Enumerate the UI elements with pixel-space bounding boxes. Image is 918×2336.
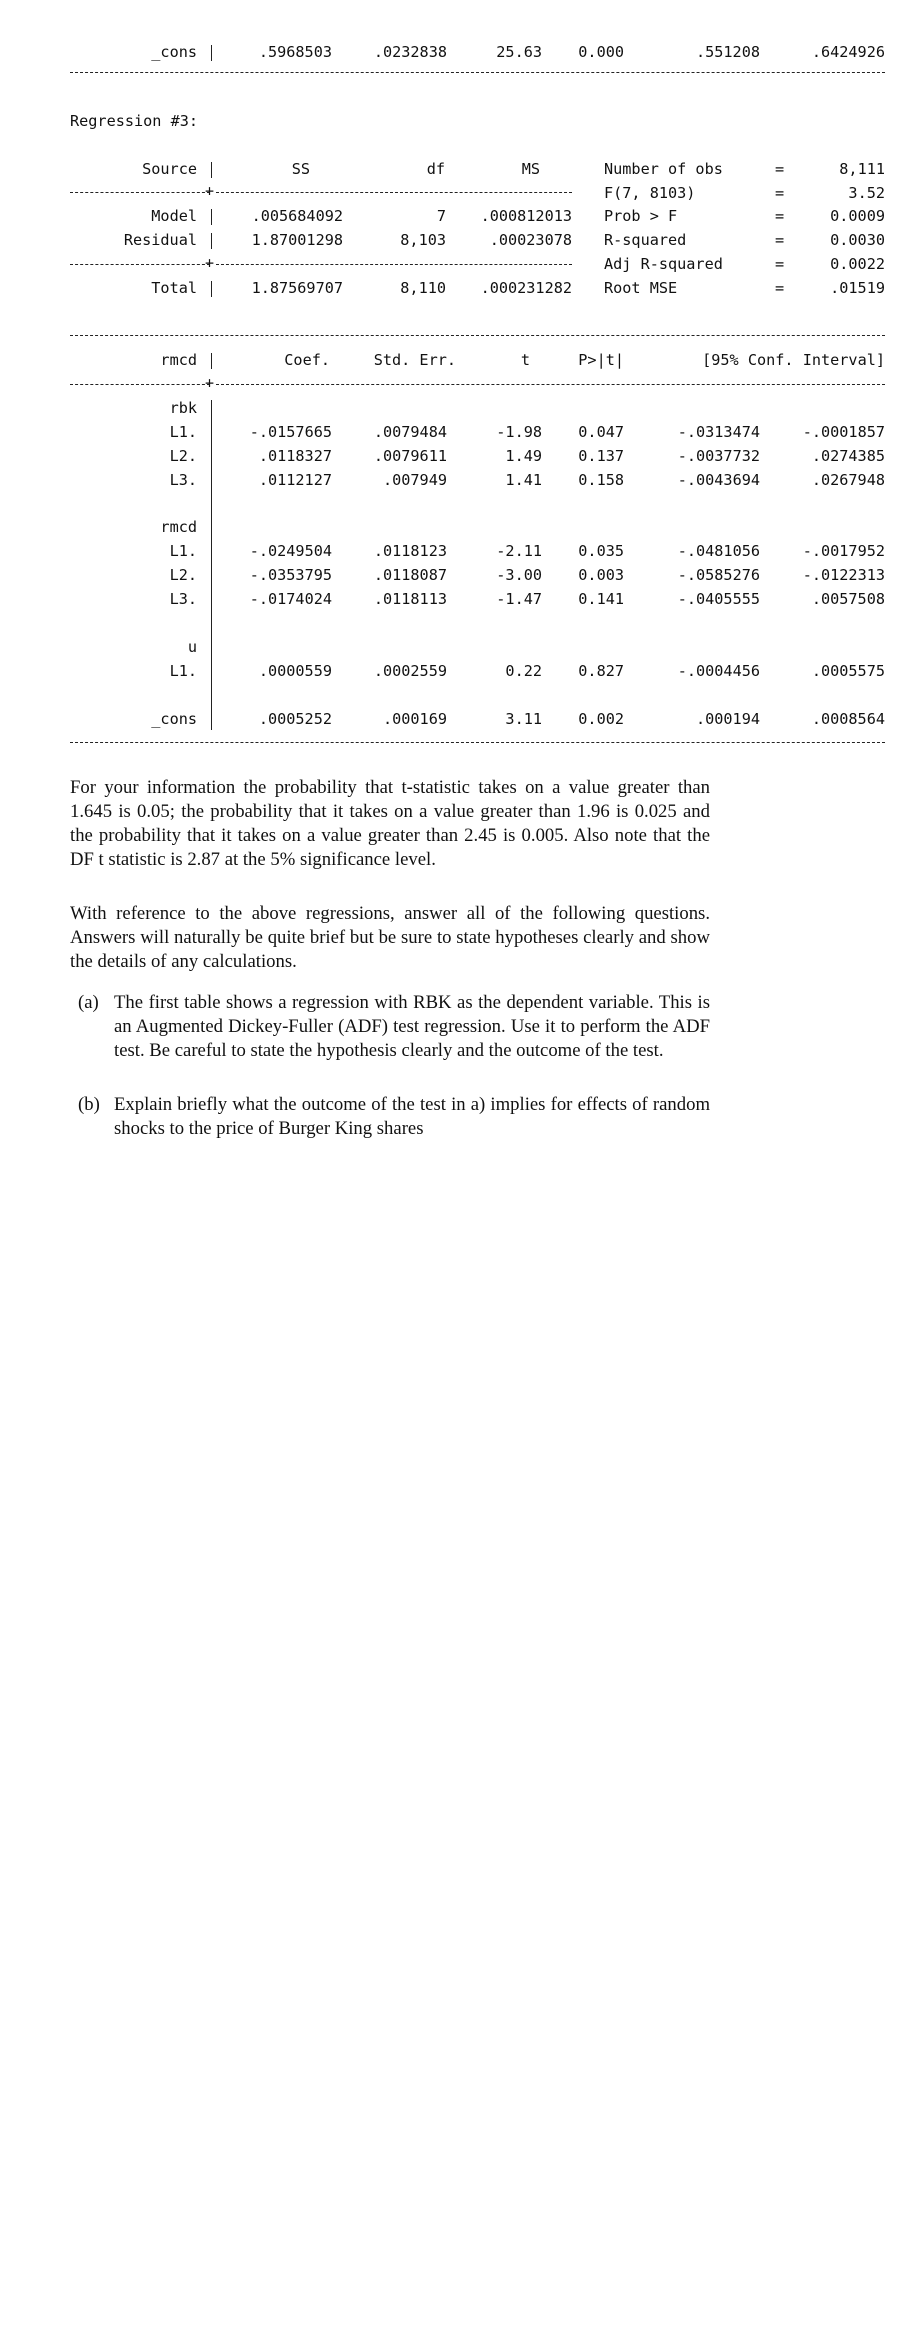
info-paragraph: For your information the probability that t-statistic takes on a value greater than 1.645 is 0.05; the probability that it takes on a value greater than 1.96 is 0.025 and the probability that it takes on a value greater than 2.45 is 0.005. Also note that the DF t statistic is 2.87 at the 5% significance level. [70, 777, 710, 870]
df-value: 8,103 [400, 231, 446, 249]
lag-label: L3. [169, 590, 197, 608]
group-label-u: u [187, 638, 197, 656]
source-label: Total [151, 279, 197, 297]
header-ci: [95% Conf. Interval] [702, 351, 885, 369]
se-value: .0118123 [373, 542, 447, 560]
dashed-rule [216, 384, 885, 385]
question-text: Explain briefly what the outcome of the test in a) implies for effects of random shocks to the price of Burger King shares [114, 1094, 710, 1139]
ci-low: .000194 [695, 710, 760, 728]
ci-high: .0008564 [811, 710, 885, 728]
coef-value: -.0157665 [249, 423, 332, 441]
lag-label: L3. [169, 471, 197, 489]
column-separator [211, 353, 212, 369]
p-value: 0.002 [578, 710, 624, 728]
p-value: 0.141 [578, 590, 624, 608]
rule-junction: + [205, 182, 215, 200]
p-value: 0.827 [578, 662, 624, 680]
lag-label: L1. [169, 662, 197, 680]
stat-eq: = [775, 184, 785, 202]
se-value: .007949 [382, 471, 447, 489]
lag-label: L2. [169, 447, 197, 465]
se-value: .0002559 [373, 662, 447, 680]
ci-high: .0267948 [811, 471, 885, 489]
dashed-rule [70, 335, 885, 336]
ci-low: -.0405555 [677, 590, 760, 608]
ci-low: .551208 [695, 43, 760, 61]
column-separator [211, 233, 212, 249]
stat-value: 0.0022 [830, 255, 885, 273]
coef-value: .0005252 [258, 710, 332, 728]
ci-high: .0057508 [811, 590, 885, 608]
se-value: .0118087 [373, 566, 447, 584]
header-source: Source [142, 160, 197, 178]
column-separator [211, 281, 212, 297]
stat-label: Adj R-squared [604, 255, 723, 273]
source-label: Model [151, 207, 197, 225]
ss-value: 1.87001298 [251, 231, 343, 249]
ms-value: .000231282 [480, 279, 572, 297]
t-value: 0.22 [505, 662, 542, 680]
coef-value: .0118327 [258, 447, 332, 465]
stat-label: Root MSE [604, 279, 678, 297]
p-value: 0.047 [578, 423, 624, 441]
p-value: 0.158 [578, 471, 624, 489]
column-separator [211, 209, 212, 225]
ms-value: .000812013 [480, 207, 572, 225]
dashed-rule [216, 192, 572, 193]
t-value: 25.63 [496, 43, 542, 61]
p-value: 0.035 [578, 542, 624, 560]
coef-value: -.0353795 [249, 566, 332, 584]
df-value: 7 [436, 207, 446, 225]
header-ms: MS [521, 160, 540, 178]
header-se: Std. Err. [373, 351, 456, 369]
stat-label: Number of obs [604, 160, 723, 178]
se-value: .0079611 [373, 447, 447, 465]
header-df: df [426, 160, 445, 178]
ci-high: .6424926 [811, 43, 885, 61]
ci-high: .0274385 [811, 447, 885, 465]
dashed-rule [70, 384, 210, 385]
ci-low: -.0481056 [677, 542, 760, 560]
question-label: (a) [78, 992, 99, 1013]
p-value: 0.000 [578, 43, 624, 61]
header-t: t [520, 351, 530, 369]
rule-junction: + [205, 374, 215, 392]
dashed-rule [70, 192, 210, 193]
instructions-paragraph: With reference to the above regressions, answer all of the following questions. Answers will naturally be quite brief but be sure to state hypotheses clearly and show the details of any calculations. [70, 903, 710, 972]
se-value: .0232838 [373, 43, 447, 61]
column-separator [211, 400, 212, 730]
stat-value: .01519 [830, 279, 885, 297]
ci-high: -.0122313 [802, 566, 885, 584]
stat-label: R-squared [604, 231, 687, 249]
coef-value: .5968503 [258, 43, 332, 61]
stat-eq: = [775, 279, 785, 297]
dashed-rule [216, 264, 572, 265]
regression-title: Regression #3: [70, 112, 199, 130]
ss-value: .005684092 [251, 207, 343, 225]
row-label: _cons [151, 43, 197, 61]
ci-high: -.0017952 [802, 542, 885, 560]
stat-value: 3.52 [848, 184, 885, 202]
stat-value: 0.0009 [830, 207, 885, 225]
df-value: 8,110 [400, 279, 446, 297]
t-value: -3.00 [496, 566, 542, 584]
source-label: Residual [123, 231, 197, 249]
stat-eq: = [775, 160, 785, 178]
question-text: The first table shows a regression with RBK as the dependent variable. This is an Augmented Dickey-Fuller (ADF) test regression. Use it to perform the ADF test. Be careful to state the hypothesis clearly and the outcome of the test. [114, 992, 710, 1061]
dashed-rule [70, 264, 210, 265]
question-label: (b) [78, 1094, 100, 1115]
ci-low: -.0037732 [677, 447, 760, 465]
p-value: 0.137 [578, 447, 624, 465]
dashed-rule [70, 72, 885, 73]
stat-value: 8,111 [839, 160, 885, 178]
t-value: -1.47 [496, 590, 542, 608]
ms-value: .00023078 [489, 231, 572, 249]
row-label: _cons [151, 710, 197, 728]
p-value: 0.003 [578, 566, 624, 584]
coef-value: -.0249504 [249, 542, 332, 560]
ci-low: -.0004456 [677, 662, 760, 680]
dashed-rule [70, 742, 885, 743]
group-label-rmcd: rmcd [160, 518, 197, 536]
ci-high: .0005575 [811, 662, 885, 680]
stat-eq: = [775, 231, 785, 249]
coef-value: .0000559 [258, 662, 332, 680]
ci-low: -.0313474 [677, 423, 760, 441]
ci-high: -.0001857 [802, 423, 885, 441]
se-value: .000169 [382, 710, 447, 728]
lag-label: L1. [169, 423, 197, 441]
ci-low: -.0585276 [677, 566, 760, 584]
stat-eq: = [775, 207, 785, 225]
header-depvar: rmcd [160, 351, 197, 369]
rule-junction: + [205, 254, 215, 272]
t-value: 3.11 [505, 710, 542, 728]
stat-eq: = [775, 255, 785, 273]
column-separator [211, 162, 212, 178]
t-value: -1.98 [496, 423, 542, 441]
t-value: 1.49 [505, 447, 542, 465]
header-p: P>|t| [578, 351, 624, 369]
se-value: .0118113 [373, 590, 447, 608]
header-ss: SS [291, 160, 310, 178]
column-separator [211, 45, 212, 61]
ci-low: -.0043694 [677, 471, 760, 489]
stat-label: Prob > F [604, 207, 678, 225]
lag-label: L1. [169, 542, 197, 560]
se-value: .0079484 [373, 423, 447, 441]
lag-label: L2. [169, 566, 197, 584]
coef-value: .0112127 [258, 471, 332, 489]
group-label-rbk: rbk [169, 399, 197, 417]
t-value: 1.41 [505, 471, 542, 489]
ss-value: 1.87569707 [251, 279, 343, 297]
t-value: -2.11 [496, 542, 542, 560]
header-coef: Coef. [284, 351, 330, 369]
stat-label: F(7, 8103) [604, 184, 696, 202]
stat-value: 0.0030 [830, 231, 885, 249]
coef-value: -.0174024 [249, 590, 332, 608]
